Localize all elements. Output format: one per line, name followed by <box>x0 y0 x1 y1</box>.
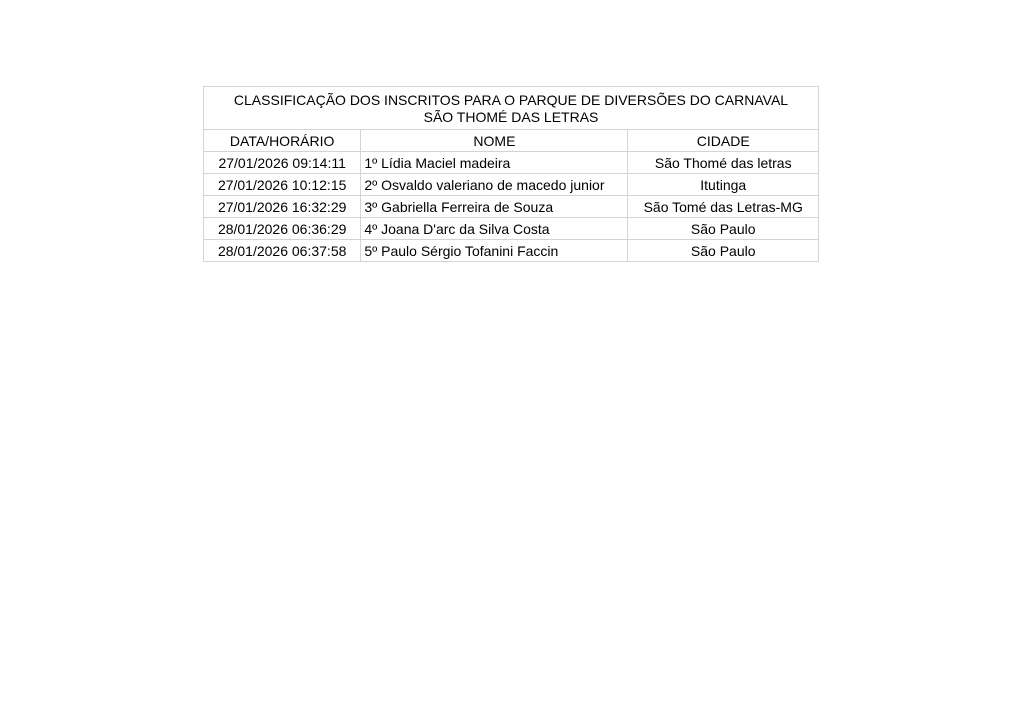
cell-name: 5º Paulo Sérgio Tofanini Faccin <box>361 240 628 262</box>
cell-name: 3º Gabriella Ferreira de Souza <box>361 196 628 218</box>
title-row <box>204 87 819 130</box>
column-header-date: DATA/HORÁRIO <box>204 130 361 152</box>
table-row <box>204 218 819 240</box>
cell-city: São Paulo <box>628 218 819 240</box>
cell-date: 27/01/2026 16:32:29 <box>204 196 361 218</box>
table-row <box>204 152 819 174</box>
cell-city: Itutinga <box>628 174 819 196</box>
cell-name: 1º Lídia Maciel madeira <box>361 152 628 174</box>
cell-name: 2º Osvaldo valeriano de macedo junior <box>361 174 628 196</box>
cell-date: 28/01/2026 06:37:58 <box>204 240 361 262</box>
column-header-name: NOME <box>361 130 628 152</box>
table-title-line-2: SÃO THOMÉ DAS LETRAS <box>423 108 599 125</box>
table-row <box>204 240 819 262</box>
header-row <box>204 130 819 152</box>
table-row <box>204 174 819 196</box>
cell-city: São Tomé das Letras-MG <box>628 196 819 218</box>
cell-city: São Paulo <box>628 240 819 262</box>
cell-date: 28/01/2026 06:36:29 <box>204 218 361 240</box>
cell-date: 27/01/2026 10:12:15 <box>204 174 361 196</box>
cell-name: 4º Joana D'arc da Silva Costa <box>361 218 628 240</box>
table-title <box>204 87 819 130</box>
table-row <box>204 196 819 218</box>
cell-city: São Thomé das letras <box>628 152 819 174</box>
classification-table <box>203 86 819 262</box>
table-title-line-1: CLASSIFICAÇÃO DOS INSCRITOS PARA O PARQUE DE DIVERSÕES DO CARNAVAL <box>233 91 789 108</box>
column-header-city: CIDADE <box>628 130 819 152</box>
cell-date: 27/01/2026 09:14:11 <box>204 152 361 174</box>
